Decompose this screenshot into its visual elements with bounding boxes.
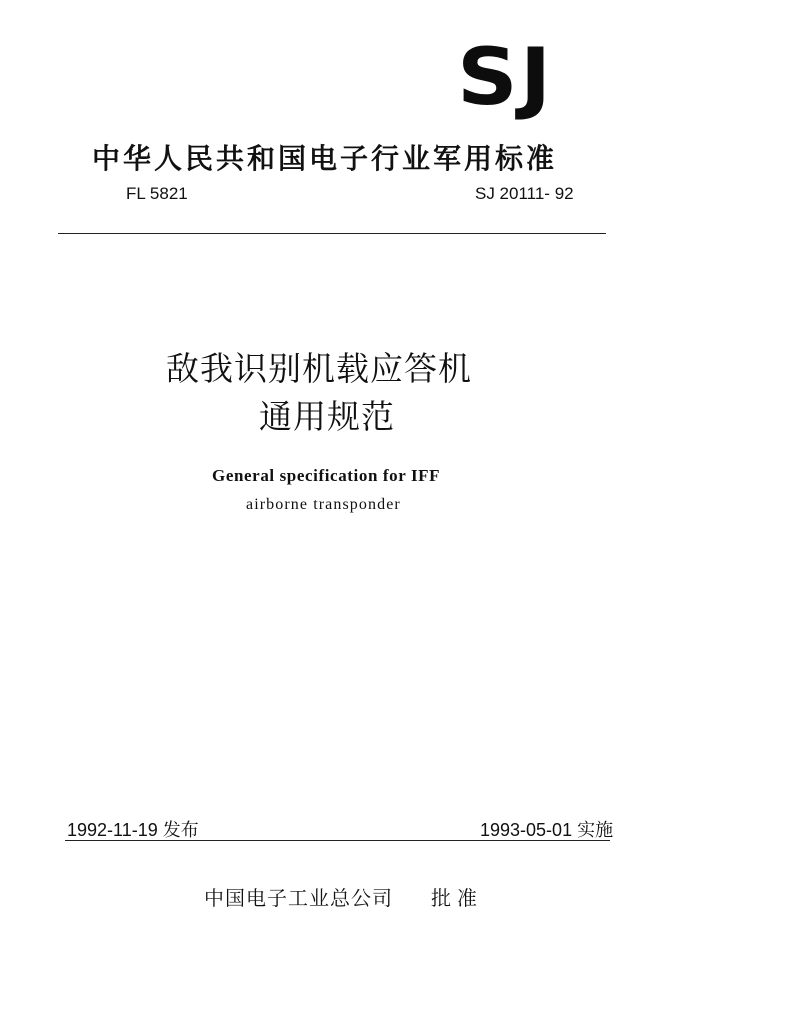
- approval-label: 批准: [431, 886, 483, 910]
- sj-logo: SJ: [457, 33, 554, 123]
- classification-code: FL 5821: [126, 184, 188, 203]
- issue-date: 1992-11-19 发布: [67, 820, 199, 840]
- title-chinese-line1: 敌我识别机载应答机: [166, 349, 472, 388]
- title-english-line1: General specification for IFF: [212, 466, 441, 485]
- approving-authority: 中国电子工业总公司: [204, 886, 393, 910]
- footer-divider: [65, 840, 610, 841]
- implementation-date: 1993-05-01 实施: [480, 820, 614, 840]
- org-title: 中华人民共和国电子行业军用标准: [92, 142, 558, 175]
- standard-number: SJ 20111- 92: [475, 184, 574, 203]
- title-chinese-line2: 通用规范: [259, 397, 395, 436]
- title-english-line2: airborne transponder: [246, 496, 401, 513]
- header-divider: [58, 233, 606, 234]
